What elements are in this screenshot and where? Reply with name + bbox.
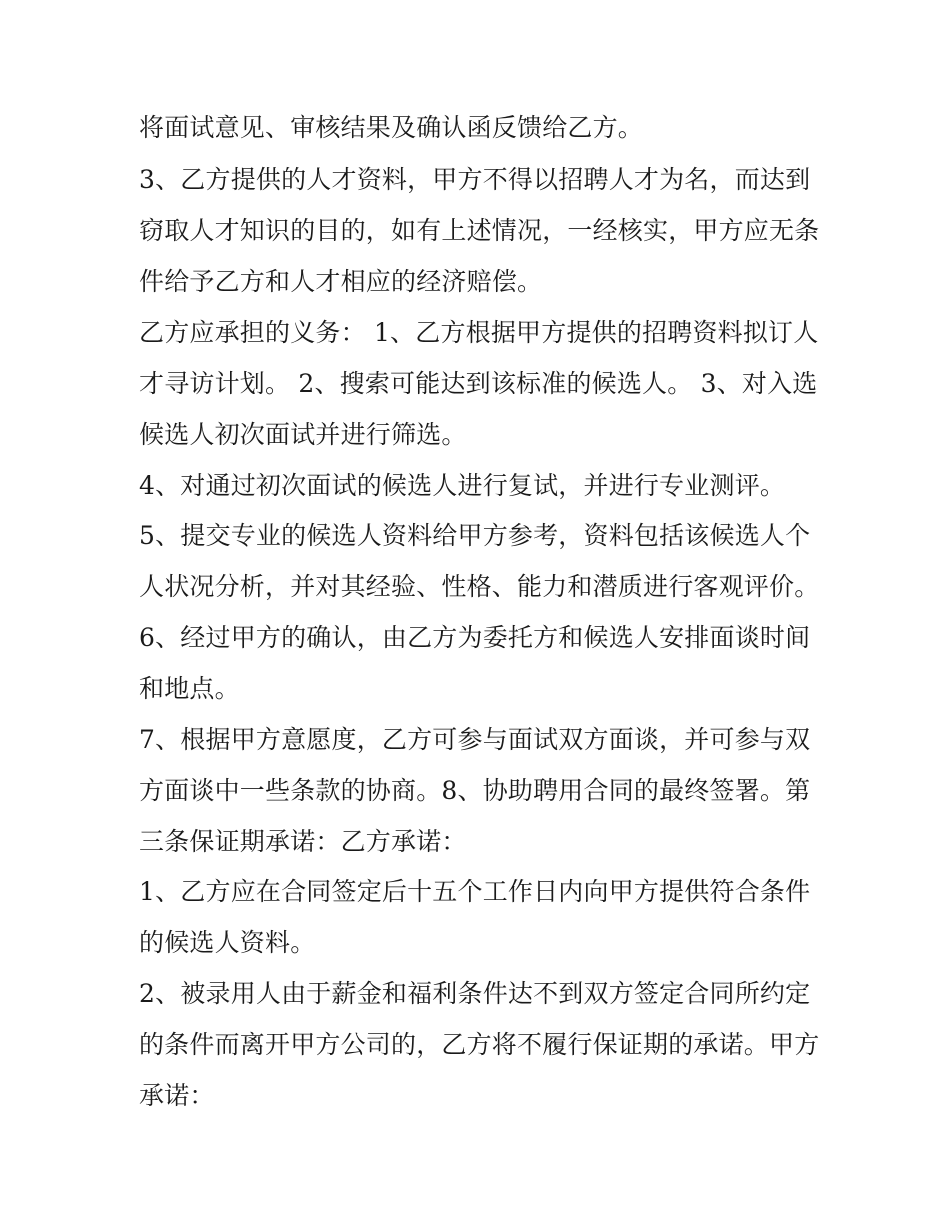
text-line: 7、根据甲方意愿度，乙方可参与面试双方面谈，并可参与双	[139, 725, 811, 754]
text-line: 1、乙方应在合同签定后十五个工作日内向甲方提供符合条件	[139, 877, 811, 906]
text-line: 才寻访计划。 2、搜索可能达到该标准的候选人。 3、对入选	[139, 369, 818, 398]
text-line: 候选人初次面试并进行筛选。	[139, 420, 467, 449]
text-line: 三条保证期承诺：乙方承诺：	[139, 827, 467, 856]
text-line: 4、对通过初次面试的候选人进行复试，并进行专业测评。	[139, 471, 786, 500]
text-line: 将面试意见、审核结果及确认函反馈给乙方。	[139, 113, 644, 142]
text-line: 6、经过甲方的确认，由乙方为委托方和候选人安排面谈时间	[139, 623, 811, 652]
text-line: 窃取人才知识的目的，如有上述情况，一经核实，甲方应无条	[139, 216, 820, 245]
text-line: 人状况分析，并对其经验、性格、能力和潜质进行客观评价。	[139, 572, 820, 601]
text-line: 5、提交专业的候选人资料给甲方参考，资料包括该候选人个	[139, 521, 811, 550]
text-line: 方面谈中一些条款的协商。8、协助聘用合同的最终签署。第	[139, 776, 811, 805]
text-line: 乙方应承担的义务： 1、乙方根据甲方提供的招聘资料拟订人	[139, 318, 819, 347]
text-line: 件给予乙方和人才相应的经济赔偿。	[139, 267, 543, 296]
text-line: 的条件而离开甲方公司的，乙方将不履行保证期的承诺。甲方	[139, 1030, 820, 1059]
text-line: 2、被录用人由于薪金和福利条件达不到双方签定合同所约定	[139, 979, 811, 1008]
text-line: 承诺：	[139, 1081, 215, 1110]
text-line: 和地点。	[139, 674, 240, 703]
text-line: 3、乙方提供的人才资料，甲方不得以招聘人才为名，而达到	[139, 165, 811, 194]
text-line: 的候选人资料。	[139, 928, 316, 957]
